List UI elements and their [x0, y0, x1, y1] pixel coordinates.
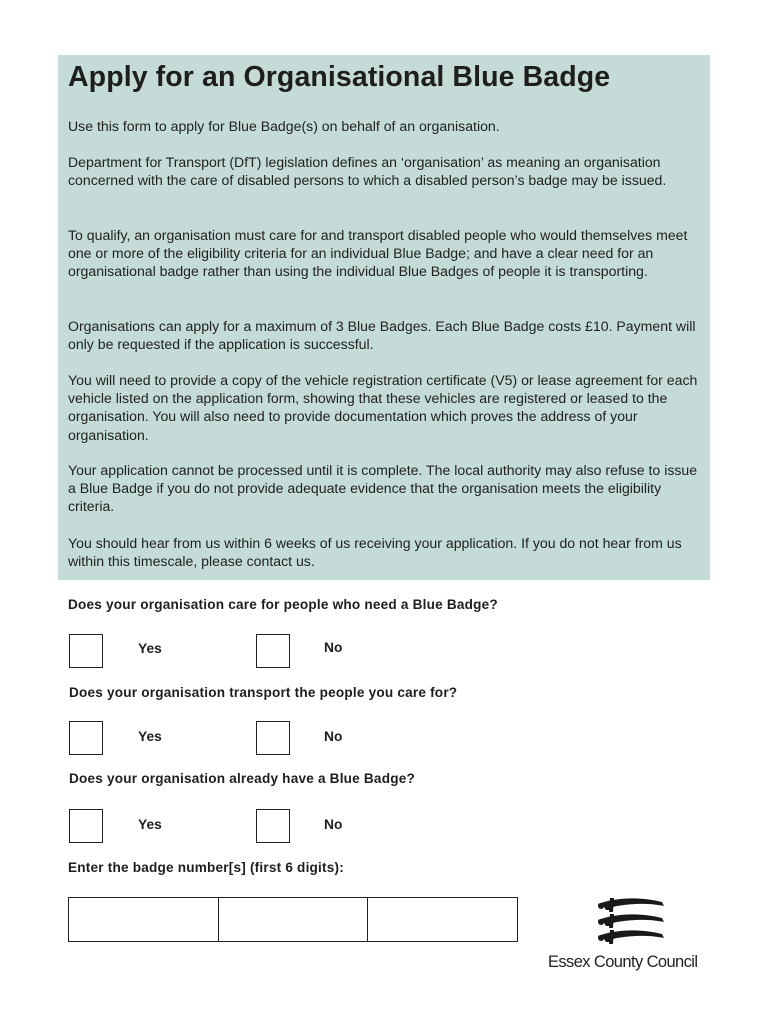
- intro-paragraph: You should hear from us within 6 weeks of us receiving your application. If you do not hear from us within this timescale, please contact us.: [68, 535, 682, 570]
- has-badge-no-checkbox[interactable]: [256, 809, 290, 843]
- cares-no-label: No: [324, 640, 343, 655]
- badge-number-label: Enter the badge number[s] (first 6 digits):: [68, 860, 344, 875]
- badge-number-field-3[interactable]: [367, 897, 518, 942]
- intro-paragraph: You will need to provide a copy of the vehicle registration certificate (V5) or lease agreement for each vehicle listed on the application form, showing that these vehicles are registered or leased to the organisation. You will also need to provide documentation which proves the address of your organisation.: [68, 372, 698, 443]
- page-title: Apply for an Organisational Blue Badge: [68, 61, 611, 93]
- three-seaxes-icon: [590, 890, 670, 950]
- transports-yes-label: Yes: [138, 729, 162, 744]
- transports-no-checkbox[interactable]: [256, 721, 290, 755]
- intro-paragraph: Use this form to apply for Blue Badge(s) on behalf of an organisation.: [68, 118, 500, 134]
- question-has-blue-badge: Does your organisation already have a Blue Badge?: [69, 771, 415, 786]
- cares-yes-label: Yes: [138, 641, 162, 656]
- intro-panel: [58, 55, 710, 580]
- transports-yes-checkbox[interactable]: [69, 721, 103, 755]
- has-badge-no-label: No: [324, 817, 343, 832]
- badge-number-field-2[interactable]: [218, 897, 369, 942]
- badge-number-fields: [68, 897, 518, 942]
- intro-paragraph: Organisations can apply for a maximum of 3 Blue Badges. Each Blue Badge costs £10. Payment will only be requested if the application is successful.: [68, 318, 696, 353]
- has-badge-yes-label: Yes: [138, 817, 162, 832]
- intro-paragraph: To qualify, an organisation must care for and transport disabled people who would themselves meet one or more of the eligibility criteria for an individual Blue Badge; and have a clear need for an organisational badge rather than using the individual Blue Badges of people it is transporting.: [68, 227, 688, 280]
- intro-paragraph: Your application cannot be processed until it is complete. The local authority may also refuse to issue a Blue Badge if you do not provide adequate evidence that the organisation meets the eligibility criteria.: [68, 462, 698, 515]
- badge-number-field-1[interactable]: [68, 897, 219, 942]
- essex-county-council-logo-text: Essex County Council: [548, 953, 698, 971]
- question-transports-people: Does your organisation transport the people you care for?: [69, 685, 458, 700]
- transports-no-label: No: [324, 729, 343, 744]
- has-badge-yes-checkbox[interactable]: [69, 809, 103, 843]
- cares-no-checkbox[interactable]: [256, 634, 290, 668]
- cares-yes-checkbox[interactable]: [69, 634, 103, 668]
- question-cares-for-people: Does your organisation care for people who need a Blue Badge?: [68, 597, 498, 612]
- intro-paragraph: Department for Transport (DfT) legislation defines an ‘organisation’ as meaning an organisation concerned with the care of disabled persons to which a disabled person’s badge may be issued.: [68, 154, 667, 189]
